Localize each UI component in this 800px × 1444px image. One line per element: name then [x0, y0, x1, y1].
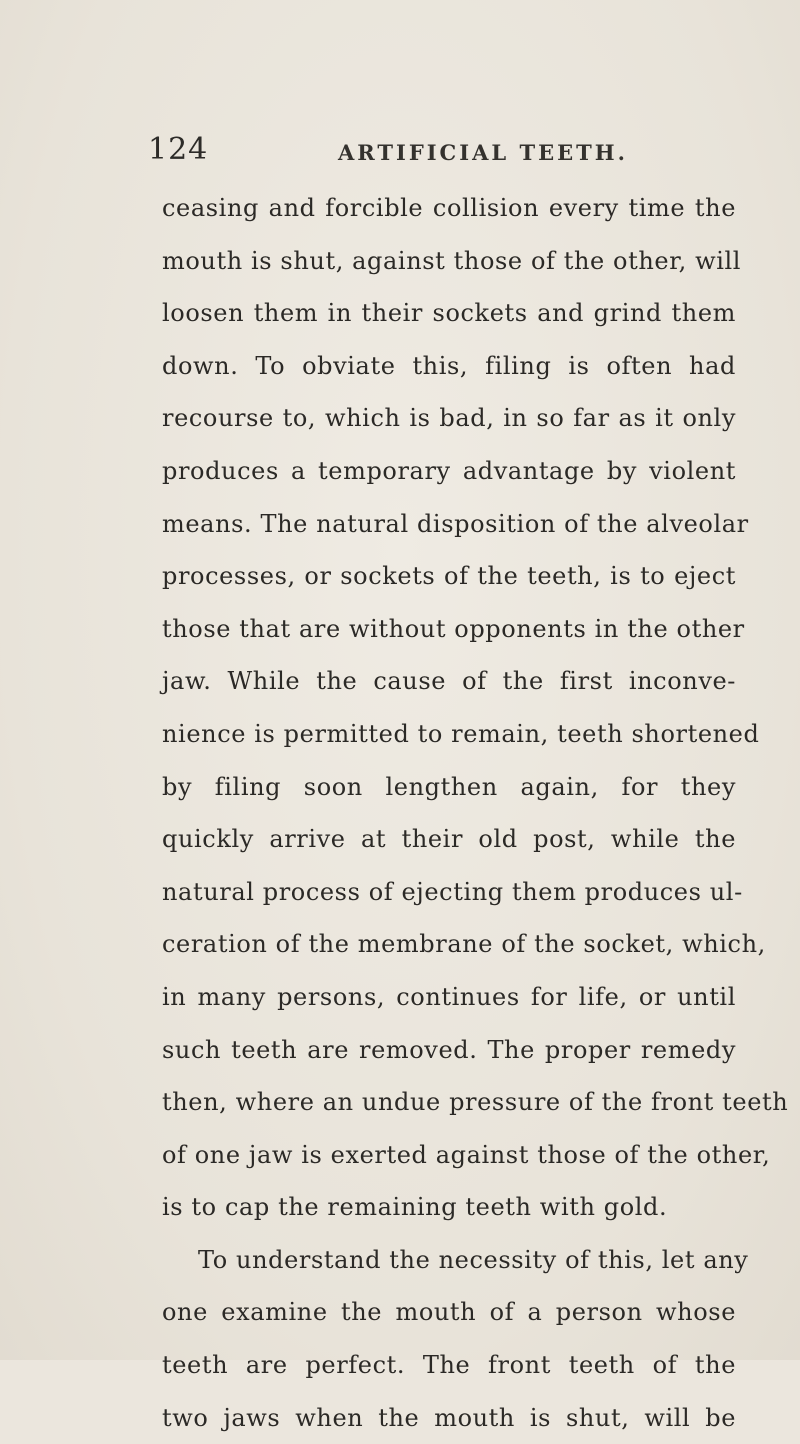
text-line: is to cap the remaining teeth with gold. [162, 1193, 668, 1222]
text-line: To understand the necessity of this, let any [198, 1245, 749, 1274]
text-line: then, where an undue pressure of the front teeth [162, 1088, 789, 1117]
text-line: ceasing and forcible collision every time the [162, 194, 736, 222]
text-line: recourse to, which is bad, in so far as it only [162, 404, 736, 433]
text-line: teeth are perfect. The front teeth of the [162, 1351, 736, 1380]
text-line: two jaws when the mouth is shut, will be [162, 1403, 736, 1432]
text-line: quickly arrive at their old post, while the [162, 825, 736, 854]
running-title: ARTIFICIAL TEETH. [338, 140, 628, 165]
running-head [148, 132, 738, 176]
page-number: 124 [148, 132, 209, 167]
text-line: natural process of ejecting them produces ul- [162, 877, 743, 906]
text-line: mouth is shut, against those of the other, will [162, 246, 742, 275]
text-line: such teeth are removed. The proper remedy [162, 1035, 736, 1064]
text-line: ceration of the membrane of the socket, which, [162, 930, 766, 959]
text-line: those that are without opponents in the other [162, 614, 745, 643]
text-line: in many persons, continues for life, or until [162, 982, 736, 1011]
text-line: loosen them in their sockets and grind them [162, 299, 736, 328]
text-line: nience is permitted to remain, teeth shortened [162, 719, 760, 748]
body-text [162, 182, 789, 1444]
text-line: one examine the mouth of a person whose [162, 1298, 736, 1327]
text-line: produces a temporary advantage by violent [162, 456, 736, 485]
text-line: means. The natural disposition of the alveolar [162, 509, 749, 538]
text-line: processes, or sockets of the teeth, is to eject [162, 562, 736, 591]
text-line: of one jaw is exerted against those of the other, [162, 1140, 771, 1169]
text-line: down. To obviate this, filing is often had [162, 351, 736, 380]
text-line: by filing soon lengthen again, for they [162, 772, 736, 801]
text-line: jaw. While the cause of the first inconve- [162, 667, 736, 696]
